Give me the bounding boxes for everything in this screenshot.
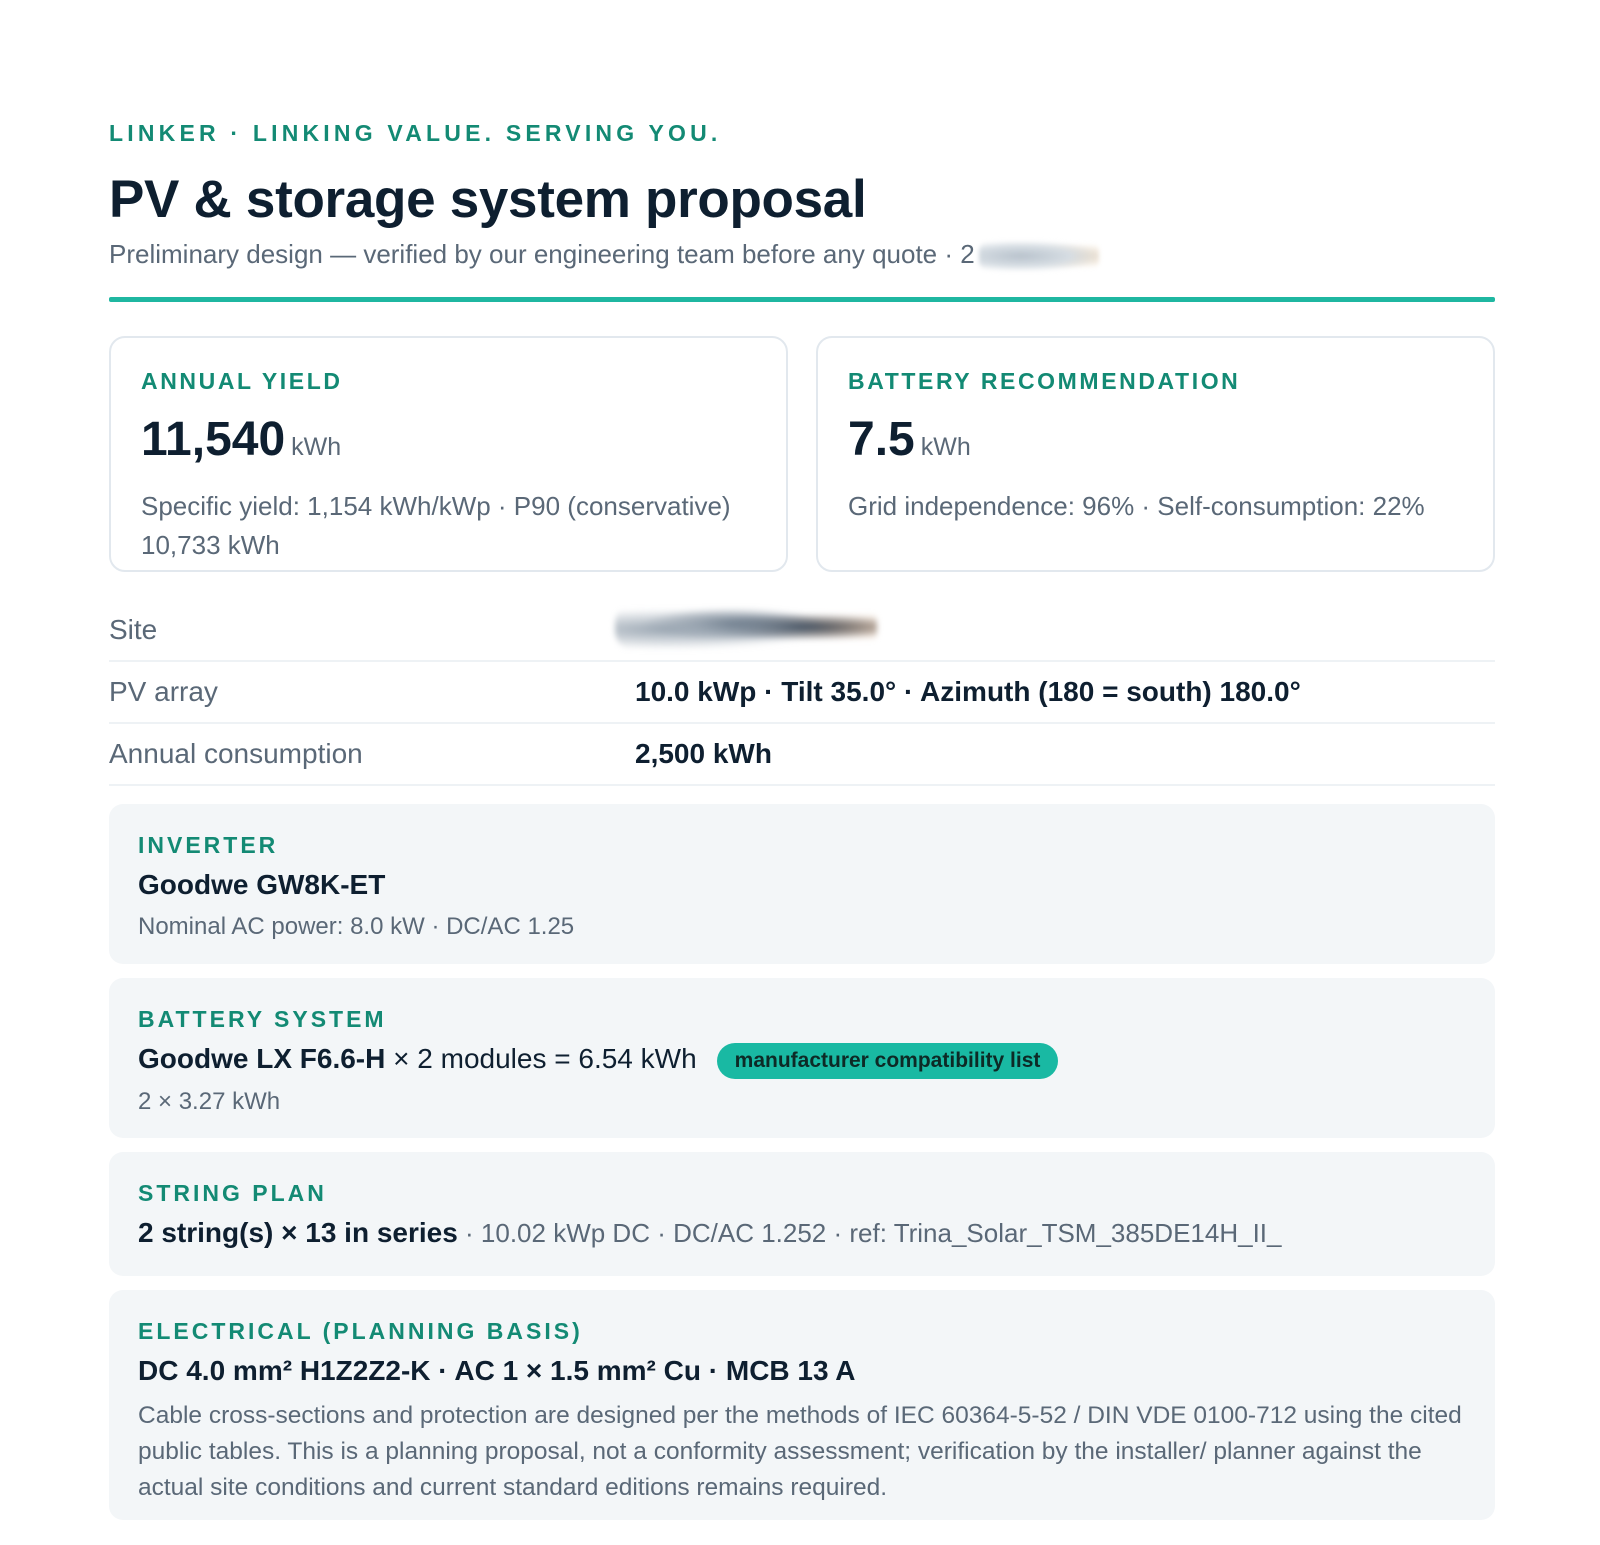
battery-recommendation-unit: kWh	[920, 433, 971, 462]
electrical-note: Cable cross-sections and protection are designed per the methods of IEC 60364-5-52 / DIN VDE 0100-712 using the cited public tables. This is a planning proposal, not a conformity assessment; verification by the installer/ planner against the actual site conditions and current standard editions remains required.	[138, 1402, 1462, 1502]
electrical-main	[138, 1352, 1466, 1390]
battery-system-main	[138, 1040, 1466, 1079]
page-title: PV & storage system proposal	[109, 170, 867, 229]
spec-row-site	[109, 600, 1495, 662]
electrical-label: ELECTRICAL (PLANNING BASIS)	[138, 1318, 583, 1345]
string-plan-label: STRING PLAN	[138, 1180, 327, 1207]
string-plan-config: 2 string(s) × 13 in series	[138, 1217, 458, 1249]
inverter-detail: Nominal AC power: 8.0 kW · DC/AC 1.25	[138, 913, 575, 941]
annual-yield-detail: Specific yield: 1,154 kWh/kWp · P90 (conservative) 10,733 kWh	[141, 491, 731, 561]
battery-config: × 2 modules = 6.54 kWh	[385, 1043, 697, 1075]
pv-array-label: PV array	[109, 676, 218, 708]
electrical-spec: DC 4.0 mm² H1Z2Z2-K · AC 1 × 1.5 mm² Cu · MCB 13 A	[138, 1355, 856, 1387]
redacted-date	[979, 241, 1099, 271]
battery-recommendation-metric	[848, 412, 1463, 479]
site-value	[635, 603, 877, 658]
battery-recommendation-value: 7.5	[848, 413, 915, 467]
annual-yield-card	[109, 336, 788, 572]
spec-row-pv-array	[109, 662, 1495, 724]
subtitle-text: Preliminary design — verified by our engineering team before any quote · 2	[109, 239, 975, 269]
battery-recommendation-label: BATTERY RECOMMENDATION	[848, 368, 1241, 395]
string-plan-panel	[109, 1152, 1495, 1276]
proposal-content	[109, 118, 1495, 1520]
spec-row-consumption	[109, 724, 1495, 786]
battery-model-name: Goodwe LX F6.6-H	[138, 1043, 386, 1075]
brand-tagline: LINKER · LINKING VALUE. SERVING YOU.	[109, 120, 722, 146]
compatibility-badge: manufacturer compatibility list	[717, 1043, 1059, 1079]
inverter-panel	[109, 804, 1495, 964]
annual-yield-label: ANNUAL YIELD	[141, 368, 343, 395]
battery-system-label: BATTERY SYSTEM	[138, 1006, 387, 1033]
string-plan-main	[138, 1214, 1466, 1252]
inverter-model-name: Goodwe GW8K-ET	[138, 869, 386, 901]
summary-cards	[109, 336, 1495, 572]
annual-yield-unit: kWh	[291, 433, 342, 462]
battery-system-panel	[109, 978, 1495, 1138]
battery-system-detail: 2 × 3.27 kWh	[138, 1087, 281, 1115]
annual-yield-metric	[141, 412, 756, 479]
consumption-label: Annual consumption	[109, 738, 363, 770]
battery-recommendation-card	[816, 336, 1495, 572]
inverter-label: INVERTER	[138, 832, 279, 859]
inverter-model	[138, 866, 1466, 904]
pv-array-value: 10.0 kWp · Tilt 35.0° · Azimuth (180 = south) 180.0°	[635, 676, 1301, 708]
header-divider	[109, 297, 1495, 302]
string-plan-detail: · 10.02 kWp DC · DC/AC 1.252 · ref: Trina_Solar_TSM_385DE14H_II_	[457, 1218, 1282, 1249]
battery-recommendation-detail: Grid independence: 96% · Self-consumption: 22%	[848, 491, 1425, 522]
spec-table	[109, 600, 1495, 786]
site-label: Site	[109, 614, 158, 646]
page-subtitle	[109, 238, 1495, 271]
annual-yield-value: 11,540	[141, 413, 286, 467]
consumption-value: 2,500 kWh	[635, 738, 772, 770]
redacted-site	[615, 603, 877, 651]
electrical-panel	[109, 1290, 1495, 1520]
